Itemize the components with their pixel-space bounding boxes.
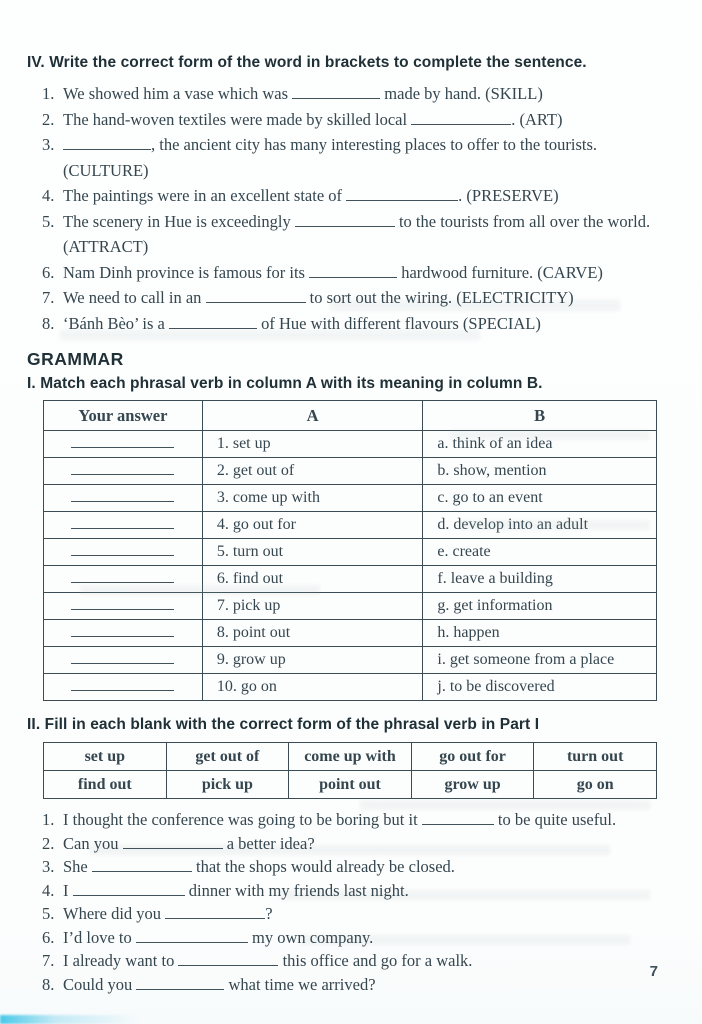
bank-cell: set up xyxy=(44,743,167,771)
bank-cell: point out xyxy=(289,771,412,799)
answer-cell xyxy=(44,566,203,593)
answer-blank xyxy=(169,315,257,329)
meaning-cell: f. leave a building xyxy=(423,566,657,593)
bank-cell: find out xyxy=(44,771,167,799)
answer-blank xyxy=(71,625,174,637)
question-item xyxy=(27,183,656,209)
question-item xyxy=(27,260,656,286)
phrasal-verb-cell: 9. grow up xyxy=(202,647,423,674)
question-text-before: Where did you xyxy=(63,904,166,923)
question-number: 8. xyxy=(42,313,55,333)
question-number: 1. xyxy=(42,84,55,103)
answer-blank xyxy=(136,976,224,990)
question-text-after: . (PRESERVE) xyxy=(458,186,559,205)
question-number: 2. xyxy=(42,109,55,129)
phrasal-verb-cell: 5. turn out xyxy=(202,539,423,566)
question-item xyxy=(27,949,656,973)
question-item xyxy=(27,311,656,337)
bank-row xyxy=(44,771,657,799)
question-item xyxy=(27,132,656,183)
bank-cell: turn out xyxy=(534,743,657,771)
answer-cell xyxy=(44,431,203,458)
question-text-after: my own company. xyxy=(247,927,374,947)
section4-question-list xyxy=(27,81,656,336)
phrasal-verb-match-table xyxy=(43,400,657,701)
column-header-a: A xyxy=(202,401,423,431)
question-item xyxy=(27,107,656,133)
answer-blank xyxy=(422,811,494,825)
question-number: 5. xyxy=(42,211,55,231)
question-item xyxy=(27,902,656,926)
answer-cell xyxy=(44,539,203,566)
question-text-after: , the ancient city has many interesting places to offer to the tourists. (CULTURE) xyxy=(63,135,597,180)
answer-blank xyxy=(411,111,511,125)
question-number: 7. xyxy=(42,288,55,307)
question-number: 4. xyxy=(42,880,55,900)
meaning-cell: c. go to an event xyxy=(423,485,657,512)
page-number: 7 xyxy=(649,963,658,980)
question-text-after: this office and go for a walk. xyxy=(278,951,473,970)
question-text-after: that the shops would already be closed. xyxy=(191,857,455,876)
question-text-after: of Hue with different flavours (SPECIAL) xyxy=(257,313,541,333)
answer-cell xyxy=(44,674,203,701)
table-row xyxy=(44,566,657,593)
table-row xyxy=(44,512,657,539)
phrasal-verb-bank-table xyxy=(43,742,657,799)
question-item xyxy=(27,926,656,950)
question-text-before: We need to call in an xyxy=(63,288,206,307)
question-item xyxy=(27,209,656,260)
answer-blank xyxy=(346,187,458,201)
answer-blank xyxy=(71,598,174,610)
question-number: 2. xyxy=(42,833,55,853)
answer-cell xyxy=(44,593,203,620)
table-header-row xyxy=(44,401,657,431)
question-text-before: I’d love to xyxy=(63,927,136,947)
question-text-after: hardwood furniture. (CARVE) xyxy=(397,262,603,282)
answer-blank xyxy=(309,264,397,278)
meaning-cell: e. create xyxy=(423,539,657,566)
question-text-after: ? xyxy=(265,904,273,923)
answer-blank xyxy=(71,652,174,664)
question-text-before: Could you xyxy=(63,974,137,994)
phrasal-verb-cell: 2. get out of xyxy=(202,458,423,485)
answer-blank xyxy=(178,952,278,966)
question-item xyxy=(27,808,656,832)
table-row xyxy=(44,539,657,566)
phrasal-verb-cell: 1. set up xyxy=(202,431,423,458)
answer-cell xyxy=(44,485,203,512)
meaning-cell: g. get information xyxy=(423,593,657,620)
question-text-after: to the tourists from all over the world. (ATTRACT) xyxy=(63,211,651,256)
grammar-section-title: GRAMMAR xyxy=(27,349,124,369)
question-number: 1. xyxy=(42,810,55,829)
question-text-before: We showed him a vase which was xyxy=(63,84,293,103)
question-text-after: what time we arrived? xyxy=(224,974,376,994)
question-text-after: to be quite useful. xyxy=(493,810,617,829)
question-text-before: The scenery in Hue is exceedingly xyxy=(63,211,295,231)
column-header-b: B xyxy=(423,401,657,431)
answer-cell xyxy=(44,647,203,674)
meaning-cell: j. to be discovered xyxy=(423,674,657,701)
question-item xyxy=(27,285,656,311)
table-row xyxy=(44,458,657,485)
bank-row xyxy=(44,743,657,771)
question-item xyxy=(27,879,656,903)
answer-cell xyxy=(44,620,203,647)
fill-question-list xyxy=(27,808,656,996)
answer-blank xyxy=(165,905,265,919)
table-row xyxy=(44,431,657,458)
phrasal-verb-cell: 6. find out xyxy=(202,566,423,593)
answer-blank xyxy=(123,835,223,849)
answer-blank xyxy=(71,544,174,556)
fill-heading: II. Fill in each blank with the correct form of the phrasal verb in Part I xyxy=(27,716,540,733)
scan-edge-streak xyxy=(0,1015,140,1024)
bank-cell: go out for xyxy=(411,743,534,771)
question-text-before: I xyxy=(63,880,73,900)
question-item xyxy=(27,973,656,997)
question-text-after: dinner with my friends last night. xyxy=(184,880,409,900)
question-text-before: She xyxy=(63,857,92,876)
table-row xyxy=(44,485,657,512)
answer-blank xyxy=(71,436,174,448)
answer-blank xyxy=(295,213,395,227)
table-row xyxy=(44,674,657,701)
question-item xyxy=(27,832,656,856)
question-text-before: Can you xyxy=(63,833,123,853)
question-text-before: The hand-woven textiles were made by skilled local xyxy=(63,109,412,129)
meaning-cell: i. get someone from a place xyxy=(423,647,657,674)
answer-cell xyxy=(44,512,203,539)
question-number: 3. xyxy=(42,135,55,154)
table-row xyxy=(44,647,657,674)
table-row xyxy=(44,593,657,620)
bank-cell: grow up xyxy=(411,771,534,799)
answer-blank xyxy=(71,517,174,529)
question-text-before: I thought the conference was going to be boring but it xyxy=(63,810,422,829)
answer-blank xyxy=(73,882,185,896)
answer-blank xyxy=(71,679,174,691)
bank-cell: go on xyxy=(534,771,657,799)
question-number: 6. xyxy=(42,262,55,282)
answer-blank xyxy=(292,85,380,99)
meaning-cell: b. show, mention xyxy=(423,458,657,485)
question-number: 8. xyxy=(42,974,55,994)
phrasal-verb-cell: 4. go out for xyxy=(202,512,423,539)
bank-cell: get out of xyxy=(166,743,289,771)
answer-blank xyxy=(71,490,174,502)
question-number: 5. xyxy=(42,904,55,923)
meaning-cell: h. happen xyxy=(423,620,657,647)
question-number: 6. xyxy=(42,927,55,947)
question-text-after: a better idea? xyxy=(222,833,315,853)
answer-blank xyxy=(206,289,306,303)
question-text-before: The paintings were in an excellent state of xyxy=(63,186,347,205)
question-number: 3. xyxy=(42,857,55,876)
answer-blank xyxy=(92,858,192,872)
phrasal-verb-cell: 10. go on xyxy=(202,674,423,701)
question-text-after: made by hand. (SKILL) xyxy=(380,84,543,103)
question-item xyxy=(27,81,656,107)
answer-blank xyxy=(71,571,174,583)
phrasal-verb-cell: 3. come up with xyxy=(202,485,423,512)
question-text-before: I already want to xyxy=(63,951,179,970)
bank-cell: come up with xyxy=(289,743,412,771)
section4-heading: IV. Write the correct form of the word in brackets to complete the sentence. xyxy=(27,54,587,71)
answer-blank xyxy=(136,929,248,943)
phrasal-verb-cell: 8. point out xyxy=(202,620,423,647)
question-text-before: ‘Bánh Bèo’ is a xyxy=(63,313,170,333)
meaning-cell: d. develop into an adult xyxy=(423,512,657,539)
match-heading: I. Match each phrasal verb in column A with its meaning in column B. xyxy=(27,375,543,392)
answer-cell xyxy=(44,458,203,485)
question-text-after: to sort out the wiring. (ELECTRICITY) xyxy=(305,288,574,307)
column-header-your-answer: Your answer xyxy=(44,401,203,431)
table-row xyxy=(44,620,657,647)
bank-cell: pick up xyxy=(166,771,289,799)
question-number: 4. xyxy=(42,186,55,205)
question-text-before: Nam Dinh province is famous for its xyxy=(63,262,310,282)
meaning-cell: a. think of an idea xyxy=(423,431,657,458)
answer-blank xyxy=(63,136,151,150)
question-item xyxy=(27,855,656,879)
question-number: 7. xyxy=(42,951,55,970)
answer-blank xyxy=(71,463,174,475)
phrasal-verb-cell: 7. pick up xyxy=(202,593,423,620)
question-text-after: . (ART) xyxy=(511,109,563,129)
